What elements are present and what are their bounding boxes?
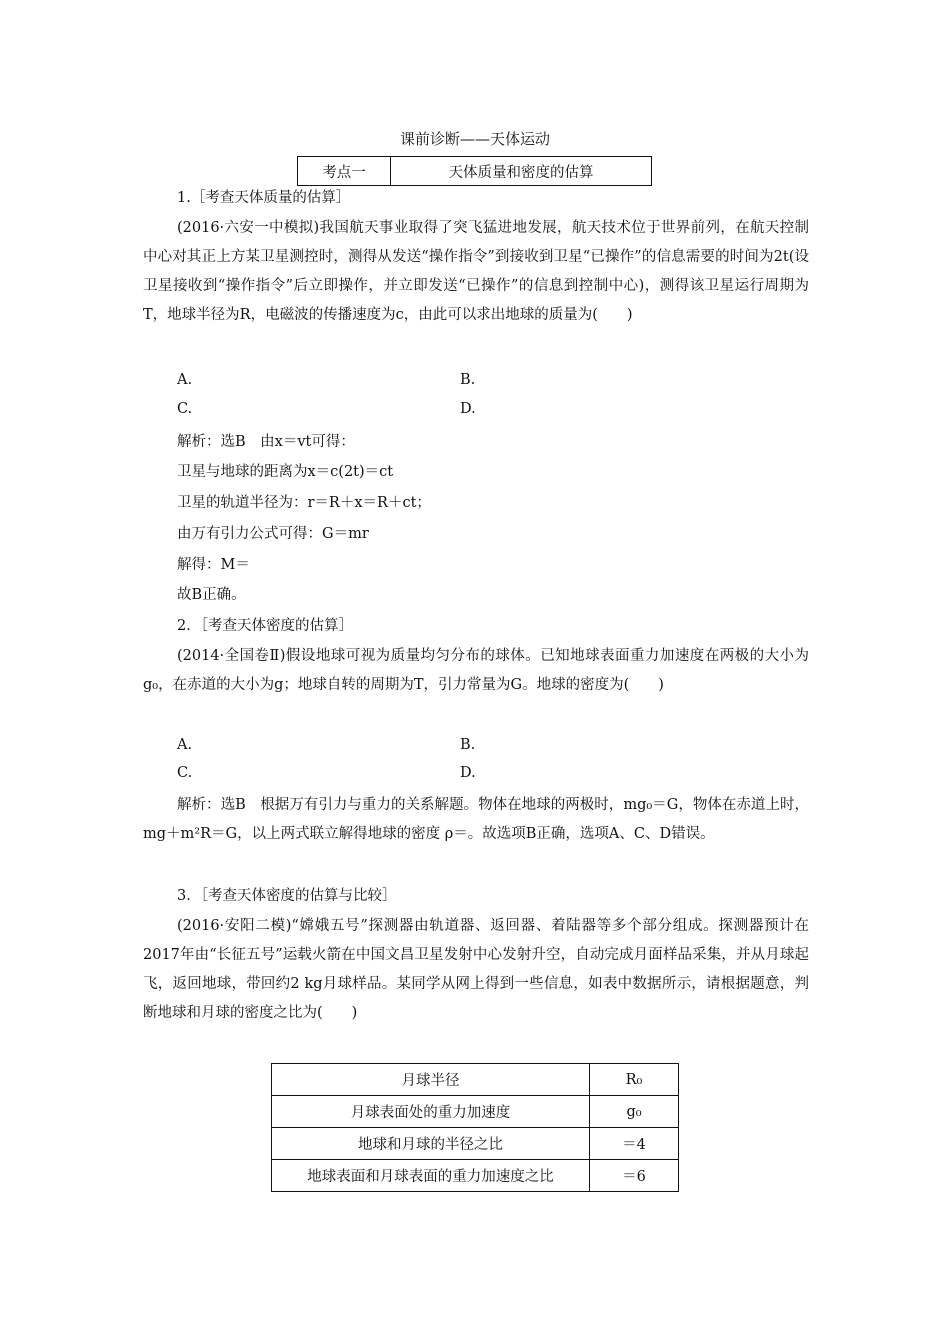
q2-option-b: B. [460,737,476,753]
table-cell-value: ＝4 [590,1128,679,1160]
table-cell-value: R₀ [590,1064,679,1096]
q2-option-a: A. [177,737,193,753]
topic-name: 天体质量和密度的估算 [448,164,594,181]
q2-stem: (2014·全国卷Ⅱ)假设地球可视为质量均匀分布的球体。已知地球表面重力加速度在两极的大小为g₀，在赤道的大小为g；地球自转的周期为T，引力常量为G。地球的密度为( ) [143,648,809,693]
table-cell-label: 月球半径 [272,1064,590,1096]
q2-solution: 解析：选B 根据万有引力与重力的关系解题。物体在地球的两极时，mg₀＝G，物体在赤道上时，mg＋m²R＝G，以上两式联立解得地球的密度 ρ＝。故选项B正确，选项A、C、D错误。 [143,797,809,842]
topic-header-box [297,156,652,186]
page-title: 课前诊断——天体运动 [399,130,550,148]
q1-solution-line-3: 卫星的轨道半径为：r＝R＋x＝R＋ct； [177,495,431,511]
q1-option-b: B. [460,372,476,388]
topic-label: 考点一 [298,157,391,185]
table-cell-label: 地球和月球的半径之比 [272,1128,590,1160]
table-row [272,1096,679,1128]
q2-option-d: D. [460,765,476,781]
table-cell-value: ＝6 [590,1160,679,1192]
table-row [272,1160,679,1192]
q3-heading: 3．［考查天体密度的估算与比较］ [177,888,397,904]
q1-solution-line-6: 故B正确。 [177,587,246,603]
q3-stem: (2016·安阳二模)“嫦娥五号”探测器由轨道器、返回器、着陆器等多个部分组成。探测器预计在2017年由“长征五号”运载火箭在中国文昌卫星发射中心发射升空，自动完成月面样品采集，并从月球起飞，返回地球，带回约2 kg月球样品。某同学从网上得到一些信息，如表中数据所示，请根据题意，判断地球和月球的密度之比为( ) [143,918,809,1021]
data-table [271,1063,679,1192]
q1-option-c: C. [177,401,193,417]
table-cell-label: 地球表面和月球表面的重力加速度之比 [272,1160,590,1192]
table-row [272,1064,679,1096]
q2-option-c: C. [177,765,193,781]
q2-heading: 2．［考查天体密度的估算］ [177,618,353,634]
q1-solution-line-4: 由万有引力公式可得：G＝mr [177,526,369,542]
q1-stem: (2016·六安一中模拟)我国航天事业取得了突飞猛进地发展，航天技术位于世界前列，在航天控制中心对其正上方某卫星测控时，测得从发送“操作指令”到接收到卫星“已操作”的信息需要的时间为2t(设卫星接收到“操作指令”后立即操作，并立即发送“已操作”的信息到控制中心)，测得该卫星运行周期为T，地球半径为R，电磁波的传播速度为c，由此可以求出地球的质量为( ) [143,220,809,323]
table-cell-label: 月球表面处的重力加速度 [272,1096,590,1128]
table-row [272,1128,679,1160]
q1-solution-line-5: 解得：M＝ [177,557,250,573]
q1-heading: 1.［考查天体质量的估算］ [177,190,351,206]
q1-option-d: D. [460,401,476,417]
q1-option-a: A. [177,372,193,388]
q1-solution-line-2: 卫星与地球的距离为x＝c(2t)＝ct [177,464,394,480]
q1-solution-line-1: 解析：选B 由x＝vt可得： [177,434,355,450]
table-cell-value: g₀ [590,1096,679,1128]
